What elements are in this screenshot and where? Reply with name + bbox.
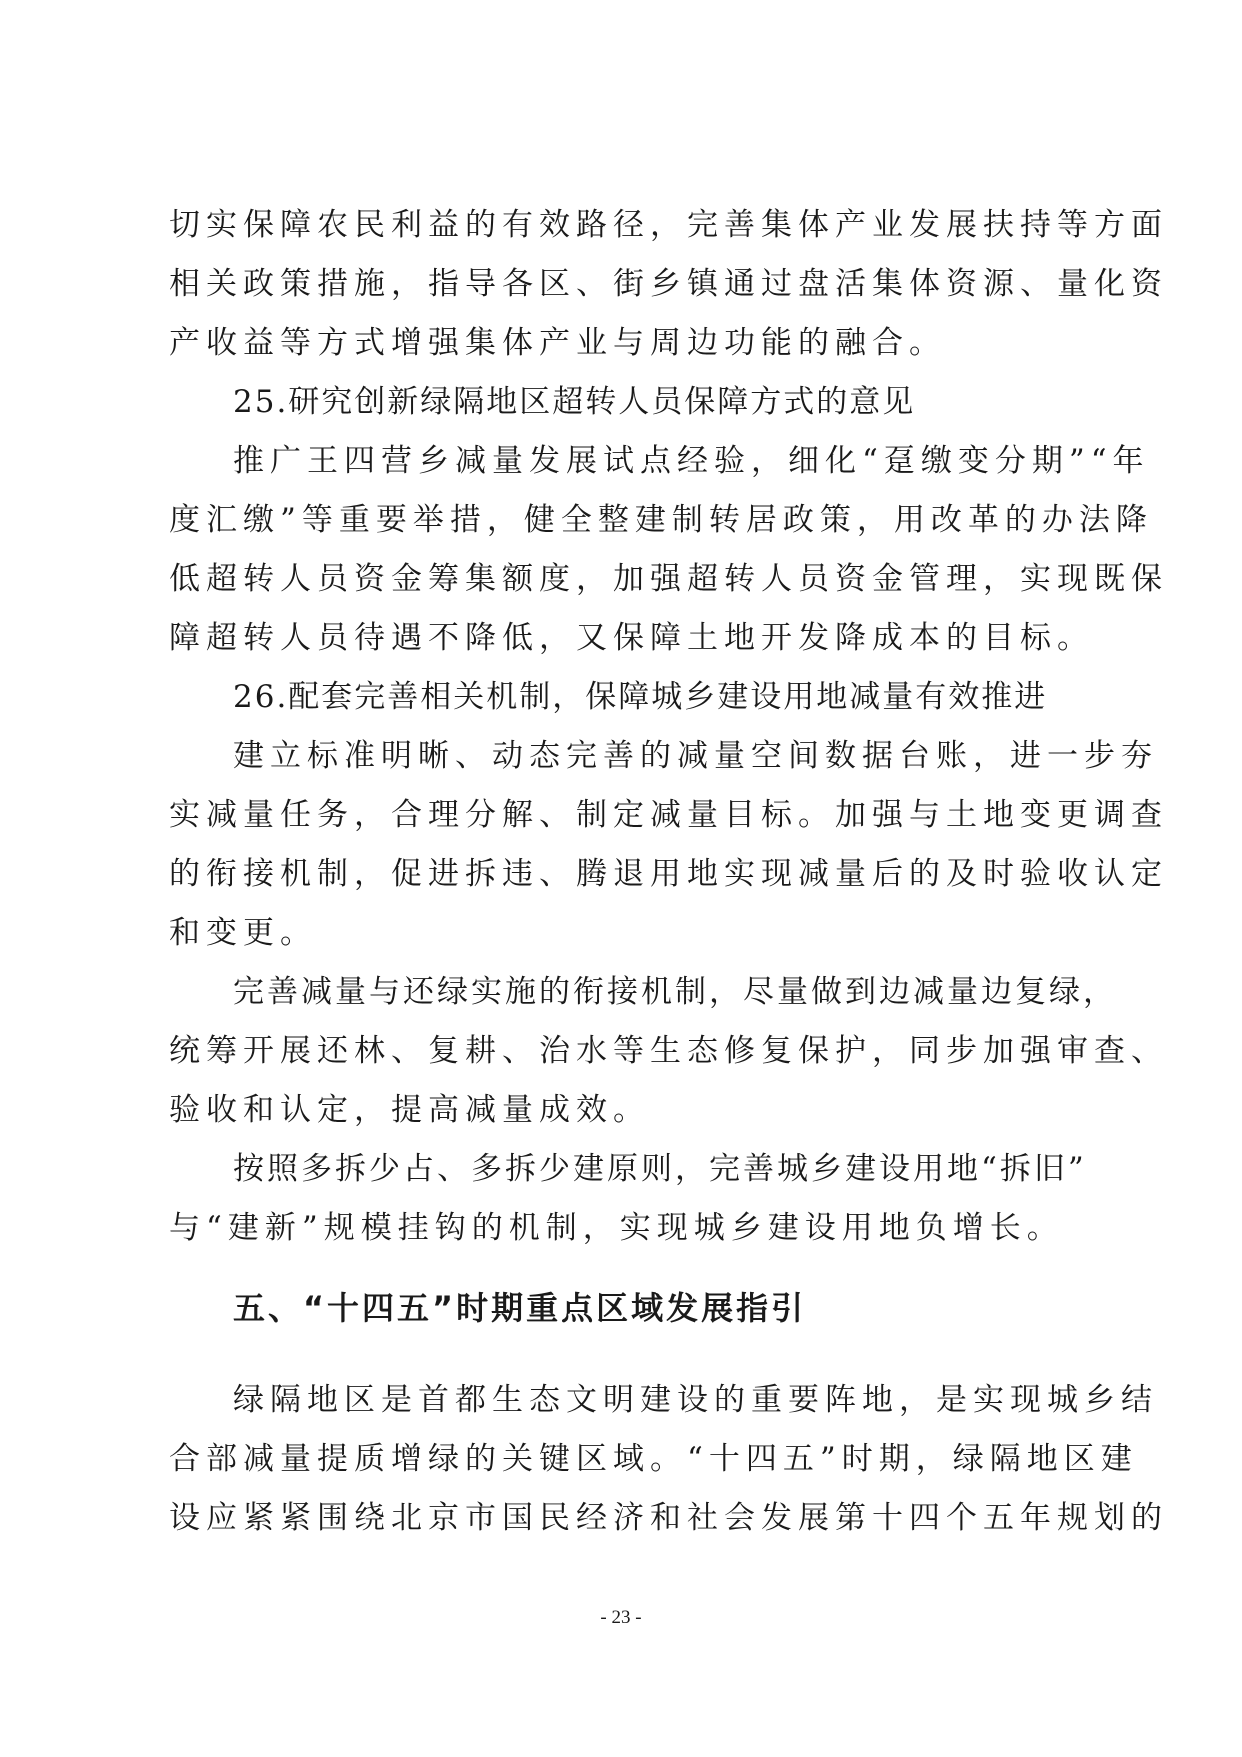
body-line: 障超转人员待遇不降低，又保障土地开发降成本的目标。 bbox=[169, 620, 1094, 656]
page-number: - 23 - bbox=[600, 1607, 642, 1628]
section-heading: 五、“十四五”时期重点区域发展指引 bbox=[233, 1289, 807, 1327]
item-25-heading: 25.研究创新绿隔地区超转人员保障方式的意见 bbox=[233, 384, 916, 420]
body-line: 合部减量提质增绿的关键区域。“十四五”时期，绿隔地区建 bbox=[169, 1441, 1138, 1477]
body-line: 产收益等方式增强集体产业与周边功能的融合。 bbox=[169, 325, 946, 361]
body-line: 低超转人员资金筹集额度，加强超转人员资金管理，实现既保 bbox=[169, 561, 1168, 597]
body-line: 统筹开展还林、复耕、治水等生态修复保护，同步加强审查、 bbox=[169, 1033, 1168, 1069]
body-line: 和变更。 bbox=[169, 915, 317, 951]
body-line: 切实保障农民利益的有效路径，完善集体产业发展扶持等方面 bbox=[169, 207, 1168, 243]
body-line: 实减量任务，合理分解、制定减量目标。加强与土地变更调查 bbox=[169, 797, 1168, 833]
body-line: 建立标准明晰、动态完善的减量空间数据台账，进一步夯 bbox=[233, 738, 1158, 774]
body-line: 与“建新”规模挂钩的机制，实现城乡建设用地负增长。 bbox=[169, 1210, 1064, 1246]
body-line: 度汇缴”等重要举措，健全整建制转居政策，用改革的办法降 bbox=[169, 502, 1153, 538]
body-line: 的衔接机制，促进拆违、腾退用地实现减量后的及时验收认定 bbox=[169, 856, 1168, 892]
body-line: 设应紧紧围绕北京市国民经济和社会发展第十四个五年规划的 bbox=[169, 1500, 1168, 1536]
body-line: 验收和认定，提高减量成效。 bbox=[169, 1092, 650, 1128]
body-line: 完善减量与还绿实施的衔接机制，尽量做到边减量边复绿， bbox=[233, 974, 1117, 1010]
body-line: 相关政策措施，指导各区、街乡镇通过盘活集体资源、量化资 bbox=[169, 266, 1168, 302]
item-26-heading: 26.配套完善相关机制，保障城乡建设用地减量有效推进 bbox=[233, 679, 1048, 715]
body-line: 按照多拆少占、多拆少建原则，完善城乡建设用地“拆旧” bbox=[233, 1151, 1087, 1187]
body-line: 推广王四营乡减量发展试点经验，细化“趸缴变分期”“年 bbox=[233, 443, 1150, 479]
body-line: 绿隔地区是首都生态文明建设的重要阵地，是实现城乡结 bbox=[233, 1382, 1158, 1418]
